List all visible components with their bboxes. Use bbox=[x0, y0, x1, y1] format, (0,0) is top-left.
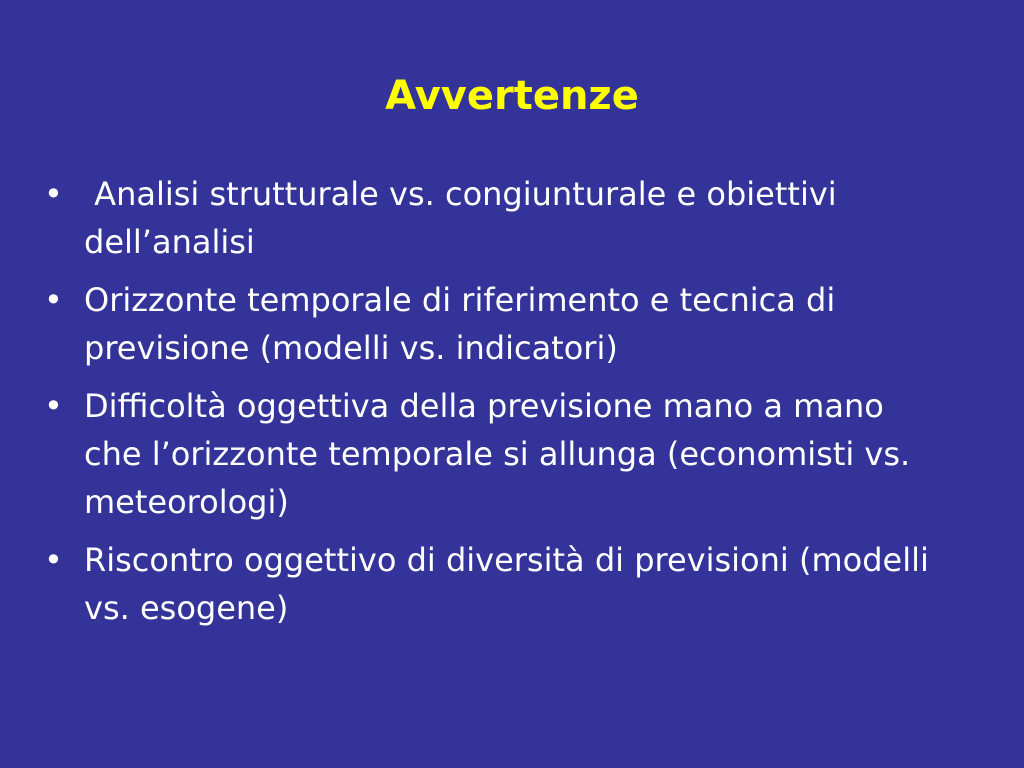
bullet-icon: • bbox=[44, 175, 63, 213]
bullet-icon: • bbox=[44, 281, 63, 319]
bullet-icon: • bbox=[44, 387, 63, 425]
list-item bbox=[44, 276, 944, 372]
bullet-icon: • bbox=[44, 541, 63, 579]
slide-title: Avvertenze bbox=[385, 73, 639, 119]
list-item bbox=[44, 536, 944, 632]
bullet-text: Riscontro oggettivo di diversità di previsioni (modelli vs. esogene) bbox=[84, 541, 940, 627]
list-item bbox=[44, 170, 944, 266]
list-item bbox=[44, 382, 944, 526]
bullet-text: Analisi strutturale vs. congiunturale e obiettivi dell’analisi bbox=[84, 175, 847, 261]
bullet-text: Orizzonte temporale di riferimento e tecnica di previsione (modelli vs. indicatori) bbox=[84, 281, 846, 367]
bullet-list bbox=[44, 170, 944, 642]
bullet-text: Difficoltà oggettiva della previsione mano a mano che l’orizzonte temporale si allunga (economisti vs. meteorologi) bbox=[84, 387, 921, 521]
